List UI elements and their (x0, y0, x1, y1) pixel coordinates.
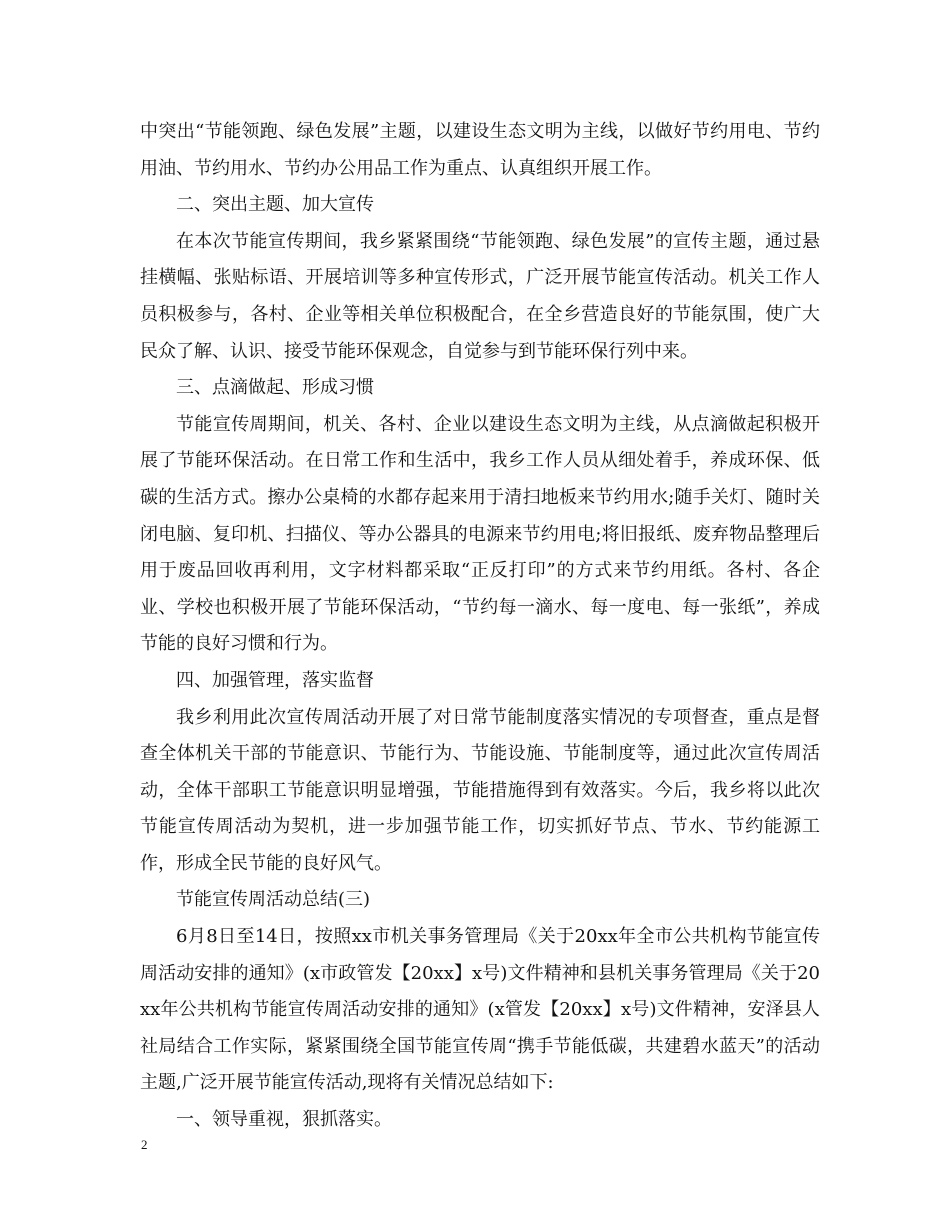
section-heading-1: 一、领导重视，狠抓落实。 (176, 1109, 392, 1131)
paragraph: 节能宣传周期间，机关、各村、企业以建设生态文明为主线，从点滴做起积极开展了节能环保活动。在日常工作和生活中，我乡工作人员从细处着手，养成环保、低碳的生活方式。擦办公桌椅的水都存起来用于清扫地板来节约用水;随手关灯、随时关闭电脑、复印机、扫描仪、等办公器具的电源来节约用电;将旧报纸、废弃物品整理后用于废品回收再利用，文字材料都采取“正反打印”的方式来节约用纸。各村、各企业、学校也积极开展了节能环保活动，“节约每一滴水、每一度电、每一张纸”，养成节能的良好习惯和行为。 (140, 413, 820, 655)
paragraph: 在本次节能宣传期间，我乡紧紧围绕“节能领跑、绿色发展”的宣传主题，通过悬挂横幅、张贴标语、开展培训等多种宣传形式，广泛开展节能宣传活动。机关工作人员积极参与，各村、企业等相关单位积极配合，在全乡营造良好的节能氛围，使广大民众了解、认识、接受节能环保观念，自觉参与到节能环保行列中来。 (140, 230, 820, 362)
section-heading-3: 三、点滴做起、形成习惯 (176, 377, 374, 399)
section-heading-4: 四、加强管理，落实监督 (176, 669, 374, 691)
paragraph-continuation: 中突出“节能领跑、绿色发展”主题，以建设生态文明为主线，以做好节约用电、节约用油、节约用水、节约办公用品工作为重点、认真组织开展工作。 (140, 121, 820, 179)
section-heading-2: 二、突出主题、加大宣传 (176, 194, 374, 216)
paragraph: 6月8日至14日，按照xx市机关事务管理局《关于20xx年全市公共机构节能宣传周活动安排的通知》(x市政管发【20xx】x号)文件精神和县机关事务管理局《关于20xx年公共机构节能宣传周活动安排的通知》(x管发【20xx】x号)文件精神，安泽县人社局结合工作实际，紧紧围绕全国节能宣传周“携手节能低碳，共建碧水蓝天”的活动主题,广泛开展节能宣传活动,现将有关情况总结如下: (140, 926, 820, 1094)
document-body (140, 114, 820, 1139)
paragraph: 我乡利用此次宣传周活动开展了对日常节能制度落实情况的专项督查，重点是督查全体机关干部的节能意识、节能行为、节能设施、节能制度等，通过此次宣传周活动，全体干部职工节能意识明显增强，节能措施得到有效落实。今后，我乡将以此次节能宣传周活动为契机，进一步加强节能工作，切实抓好节点、节水、节约能源工作，形成全民节能的良好风气。 (140, 706, 820, 874)
document-subtitle: 节能宣传周活动总结(三) (176, 889, 371, 911)
page-number: 2 (141, 1137, 148, 1152)
